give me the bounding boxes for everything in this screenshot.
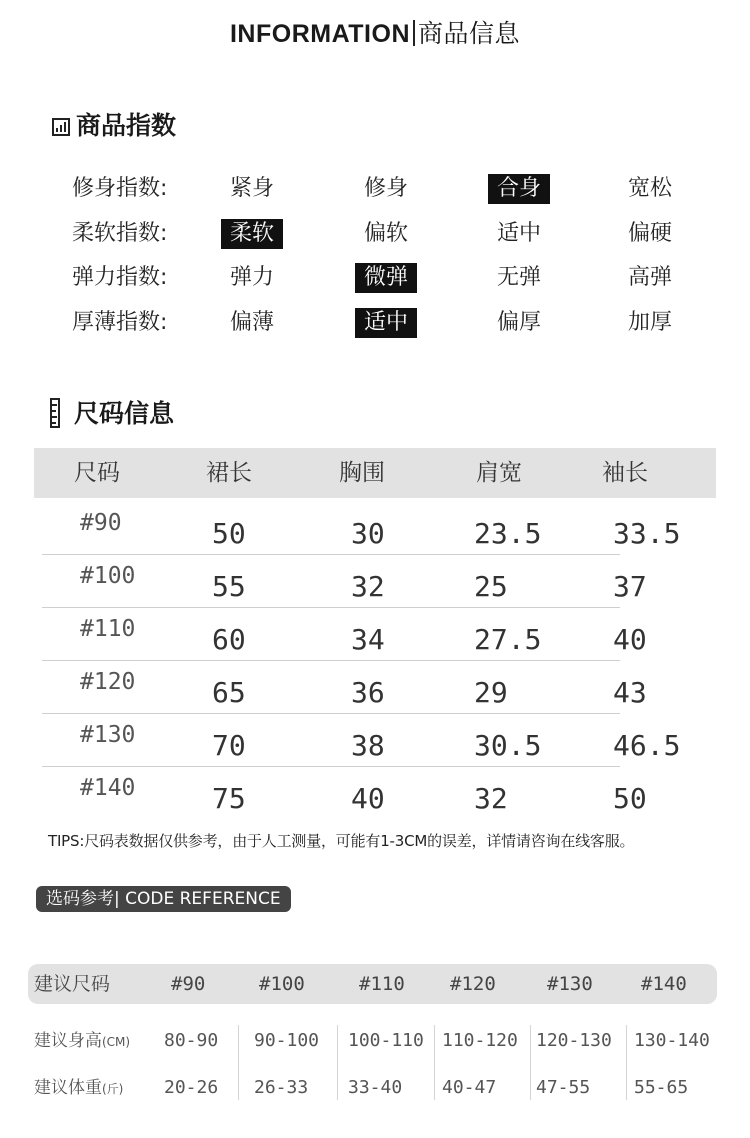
code-cell-value: 55-65: [634, 1077, 689, 1098]
column-divider: [530, 1025, 531, 1100]
code-cell-value: 47-55: [536, 1077, 591, 1098]
code-cell-value: 80-90: [164, 1030, 219, 1051]
size-cell-value: 50: [613, 782, 647, 815]
page-header: [0, 14, 750, 50]
size-table-row: [42, 766, 647, 819]
code-header-cell: #110: [359, 973, 405, 995]
size-cell-value: 33.5: [613, 517, 681, 550]
code-header-cell: #120: [450, 973, 496, 995]
index-option-selected: 合身: [488, 174, 550, 204]
code-row-unit: (CM): [102, 1035, 131, 1049]
index-section-title: [52, 106, 176, 142]
code-reference-badge: 选码参考| CODE REFERENCE: [36, 886, 291, 912]
index-option-selected: 柔软: [221, 219, 283, 249]
size-cell-value: 30: [351, 517, 385, 550]
code-cell-value: 120-130: [536, 1030, 612, 1051]
index-option: 偏厚: [497, 310, 542, 335]
size-section-title-text: 尺码信息: [74, 399, 175, 428]
index-option-selected: 适中: [355, 308, 417, 338]
size-cell-value: 37: [613, 570, 647, 603]
index-option: 偏薄: [230, 310, 275, 335]
size-cell-code: #130: [80, 722, 136, 748]
size-cell-value: 29: [474, 676, 508, 709]
code-cell-value: 100-110: [348, 1030, 424, 1051]
code-cell-value: 26-33: [254, 1077, 309, 1098]
size-cell-value: 23.5: [474, 517, 542, 550]
column-divider: [434, 1025, 435, 1100]
index-option: 高弹: [628, 265, 673, 290]
size-cell-value: 50: [212, 517, 246, 550]
code-cell-value: 90-100: [254, 1030, 320, 1051]
size-header-cell: 裙长: [206, 460, 252, 486]
size-cell-value: 46.5: [613, 729, 681, 762]
index-option: 紧身: [230, 176, 275, 201]
size-cell-value: 38: [351, 729, 385, 762]
index-option: 宽松: [628, 176, 673, 201]
code-header-cell: 建议尺码: [34, 973, 111, 995]
size-cell-value: 65: [212, 676, 246, 709]
size-table-row: [42, 713, 681, 767]
column-divider: [626, 1025, 627, 1100]
code-cell-value: 110-120: [442, 1030, 518, 1051]
code-table-header: [28, 964, 717, 1004]
index-section-title-text: 商品指数: [76, 111, 177, 140]
size-table-row: [42, 501, 681, 555]
size-cell-value: 30.5: [474, 729, 542, 762]
index-row: [72, 263, 712, 293]
size-cell-code: #120: [80, 669, 136, 695]
size-table-row: [42, 554, 647, 608]
code-header-cell: #90: [171, 973, 206, 995]
size-table-header: [34, 448, 716, 498]
size-cell-value: 32: [351, 570, 385, 603]
index-row: [72, 174, 712, 204]
size-cell-value: 25: [474, 570, 508, 603]
size-cell-value: 70: [212, 729, 246, 762]
header-chinese: 商品信息: [418, 19, 521, 48]
size-table-row: [42, 607, 647, 661]
code-row-label-text: 建议身高: [34, 1031, 102, 1051]
index-row-label: 弹力指数:: [72, 265, 168, 290]
index-option-selected: 微弹: [355, 263, 417, 293]
index-option: 加厚: [628, 310, 673, 335]
index-option: 弹力: [230, 265, 275, 290]
bar-chart-icon: [52, 118, 70, 136]
size-cell-value: 55: [212, 570, 246, 603]
size-cell-value: 27.5: [474, 623, 542, 656]
size-cell-value: 34: [351, 623, 385, 656]
size-cell-code: #140: [80, 775, 136, 801]
index-option: 修身: [364, 176, 409, 201]
code-cell-value: 20-26: [164, 1077, 219, 1098]
code-header-cell: #140: [641, 973, 687, 995]
index-row: [72, 308, 712, 338]
code-cell-value: 130-140: [634, 1030, 710, 1051]
code-row-unit: (斤): [102, 1082, 124, 1096]
code-row-label-text: 建议体重: [34, 1078, 102, 1098]
height-row: [34, 1026, 724, 1056]
code-header-cell: #100: [259, 973, 305, 995]
size-header-cell: 胸围: [339, 460, 385, 486]
size-cell-value: 43: [613, 676, 647, 709]
size-header-cell: 袖长: [602, 460, 648, 486]
size-cell-value: 36: [351, 676, 385, 709]
header-english: INFORMATION: [229, 20, 410, 48]
code-cell-value: 40-47: [442, 1077, 497, 1098]
ruler-icon: [50, 398, 60, 428]
code-header-cell: #130: [547, 973, 593, 995]
code-row-label: [34, 1026, 130, 1057]
size-header-cell: 肩宽: [476, 460, 522, 486]
size-table-row: [42, 660, 647, 714]
index-option: 偏硬: [628, 221, 673, 246]
size-header-cell: 尺码: [74, 460, 120, 486]
index-row-label: 柔软指数:: [72, 221, 168, 246]
column-divider: [238, 1025, 239, 1100]
weight-row: [34, 1073, 724, 1103]
size-cell-value: 75: [212, 782, 246, 815]
index-row-label: 厚薄指数:: [72, 310, 168, 335]
index-row-label: 修身指数:: [72, 176, 168, 201]
size-section-title: [50, 394, 174, 430]
index-option: 偏软: [364, 221, 409, 246]
size-cell-value: 40: [613, 623, 647, 656]
index-row: [72, 219, 712, 249]
column-divider: [337, 1025, 338, 1100]
code-cell-value: 33-40: [348, 1077, 403, 1098]
code-row-label: [34, 1073, 123, 1104]
index-option: 适中: [497, 221, 542, 246]
size-cell-value: 32: [474, 782, 508, 815]
index-option: 无弹: [497, 265, 542, 290]
size-cell-code: #90: [80, 510, 122, 536]
size-cell-code: #110: [80, 616, 136, 642]
size-cell-value: 60: [212, 623, 246, 656]
size-cell-value: 40: [351, 782, 385, 815]
size-cell-code: #100: [80, 563, 136, 589]
header-divider: [413, 20, 415, 46]
tips-text: TIPS:尺码表数据仅供参考，由于人工测量，可能有1-3CM的误差，详情请咨询在线客服。: [48, 832, 635, 850]
